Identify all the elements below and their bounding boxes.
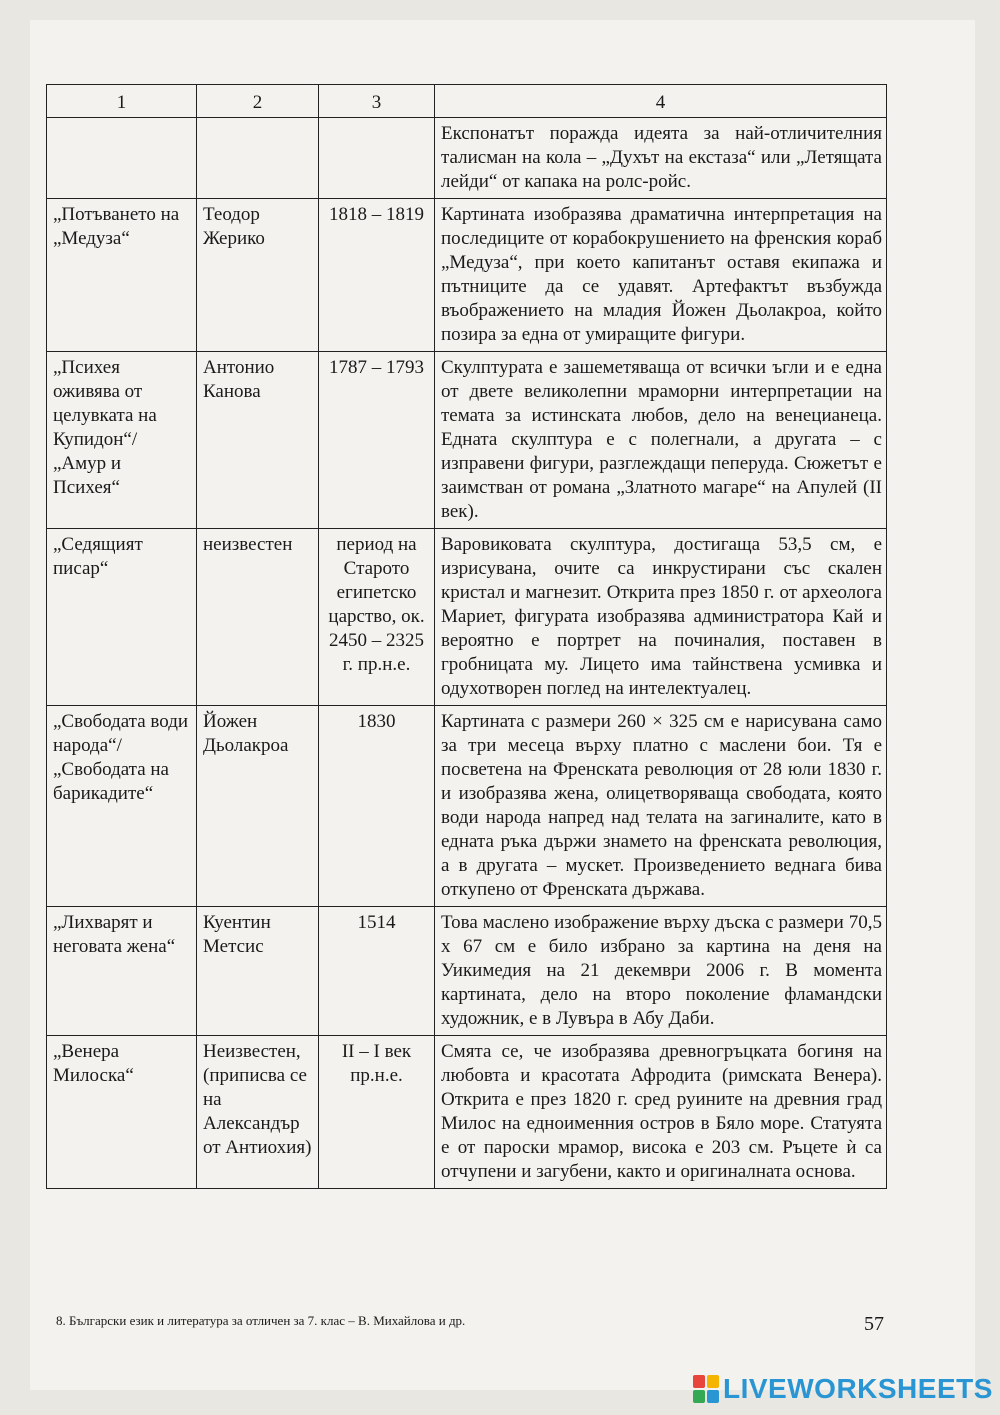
brand-logo[interactable] <box>693 1373 993 1405</box>
comparison-table-wrapper <box>46 84 887 1189</box>
first-row-description: Експонатът поражда идеята за най-отличителния талисман на кола – „Духът на екстаза“ или „Летящата лейди“ от капака на ролс-ройс. <box>435 118 887 199</box>
date-cell: 1787 – 1793 <box>319 352 435 529</box>
table-row <box>47 529 887 706</box>
answer-cell-author[interactable] <box>197 118 319 199</box>
author-cell: Антонио Канова <box>197 352 319 529</box>
table-row <box>47 907 887 1036</box>
author-cell: Куентин Метсис <box>197 907 319 1036</box>
logo-square-blue <box>707 1390 719 1403</box>
table-row <box>47 199 887 352</box>
author-cell: Йожен Дьолакроа <box>197 706 319 907</box>
table-row <box>47 706 887 907</box>
art-works-table <box>46 84 887 1189</box>
date-cell: период на Старото египетско царство, ок. 2450 – 2325 г. пр.н.е. <box>319 529 435 706</box>
artwork-title-cell: „Лихварят и неговата жена“ <box>47 907 197 1036</box>
logo-square-green <box>693 1390 705 1403</box>
date-cell: 1818 – 1819 <box>319 199 435 352</box>
column-header-3: 3 <box>319 85 435 118</box>
description-cell: Варовиковата скулптура, достигаща 53,5 см, е изрисувана, очите са инкрустирани със скален кристал и магнезит. Открита през 1850 г. от археолога Мариет, фигурата изобразява администратора Кай и вероятно е портрет на починалия, поставен в гробницата му. Лицето има тайнствена усмивка и одухотворен поглед на интелектуалец. <box>435 529 887 706</box>
artwork-title-cell: „Психея оживява от целувката на Купидон“/ „Амур и Психея“ <box>47 352 197 529</box>
artwork-title-cell: „Потъването на „Медуза“ <box>47 199 197 352</box>
artwork-title-cell: „Венера Милоска“ <box>47 1036 197 1189</box>
table-row-first <box>47 118 887 199</box>
author-cell: Теодор Жерико <box>197 199 319 352</box>
answer-cell-work[interactable] <box>47 118 197 199</box>
author-cell: Неизвестен, (приписва се на Александър от Антиохия) <box>197 1036 319 1189</box>
answer-cell-date[interactable] <box>319 118 435 199</box>
description-cell: Картината изобразява драматична интерпретация на последиците от корабокрушението на френския кораб „Медуза“, при което капитанът оставя екипажа и пътниците да се удавят. Артефактът възбужда въображението на младия Йожен Дьолакроа, който позира за една от умиращите фигури. <box>435 199 887 352</box>
description-cell: Картината с размери 260 × 325 см е нарисувана само за три месеца върху платно с маслени бои. Тя е посветена на Френската революция от 28 юли 1830 г. и изобразява жена, олицетворяваща свободата, която води народа напред над телата на загиналите, като в едната ръка държи знамето на френската революция, а в другата – мускет. Произведението веднага бива откупено от Френската държава. <box>435 706 887 907</box>
column-header-2: 2 <box>197 85 319 118</box>
footer-note: 8. Български език и литература за отличен за 7. клас – В. Михайлова и др. <box>56 1313 466 1328</box>
artwork-title-cell: „Свободата води народа“/ „Свободата на барикадите“ <box>47 706 197 907</box>
author-cell: неизвестен <box>197 529 319 706</box>
logo-square-yellow <box>707 1375 719 1388</box>
table-row <box>47 1036 887 1189</box>
date-cell: 1830 <box>319 706 435 907</box>
column-header-1: 1 <box>47 85 197 118</box>
liveworksheets-logo-icon <box>693 1375 719 1403</box>
date-cell: 1514 <box>319 907 435 1036</box>
description-cell: Скулптурата е зашеметяваща от всички ъгли и е една от двете великолепни мраморни интерпретации на темата за истинската любов, дело на венецианеца. Едната скулптура е с полегнали, а другата – с изправени фигури, разглеждащи пеперуда. Сюжетът е заимстван от романа „Златното магаре“ на Апулей (II век). <box>435 352 887 529</box>
logo-square-red <box>693 1375 705 1388</box>
description-cell: Смята се, че изобразява древногръцката богиня на любовта и красотата Афродита (римската Венера). Открита е през 1820 г. сред руините на древния град Милос на едноименния остров в Бяло море. Статуята е от пароски мрамор, висока е 203 см. Ръцете ѝ са отчупени и загубени, както и оригиналната основа. <box>435 1036 887 1189</box>
table-header-row <box>47 85 887 118</box>
artwork-title-cell: „Седящият писар“ <box>47 529 197 706</box>
table-row <box>47 352 887 529</box>
brand-name: LIVEWORKSHEETS <box>723 1373 993 1404</box>
page-number: 57 <box>864 1313 884 1335</box>
description-cell: Това маслено изображение върху дъска с размери 70,5 х 67 см е било избрано за картина на деня на Уикимедия на 21 декември 2006 г. В момента картината, дело на второ поколение фламандски художник, е в Лувъра в Абу Даби. <box>435 907 887 1036</box>
column-header-4: 4 <box>435 85 887 118</box>
date-cell: II – I век пр.н.е. <box>319 1036 435 1189</box>
